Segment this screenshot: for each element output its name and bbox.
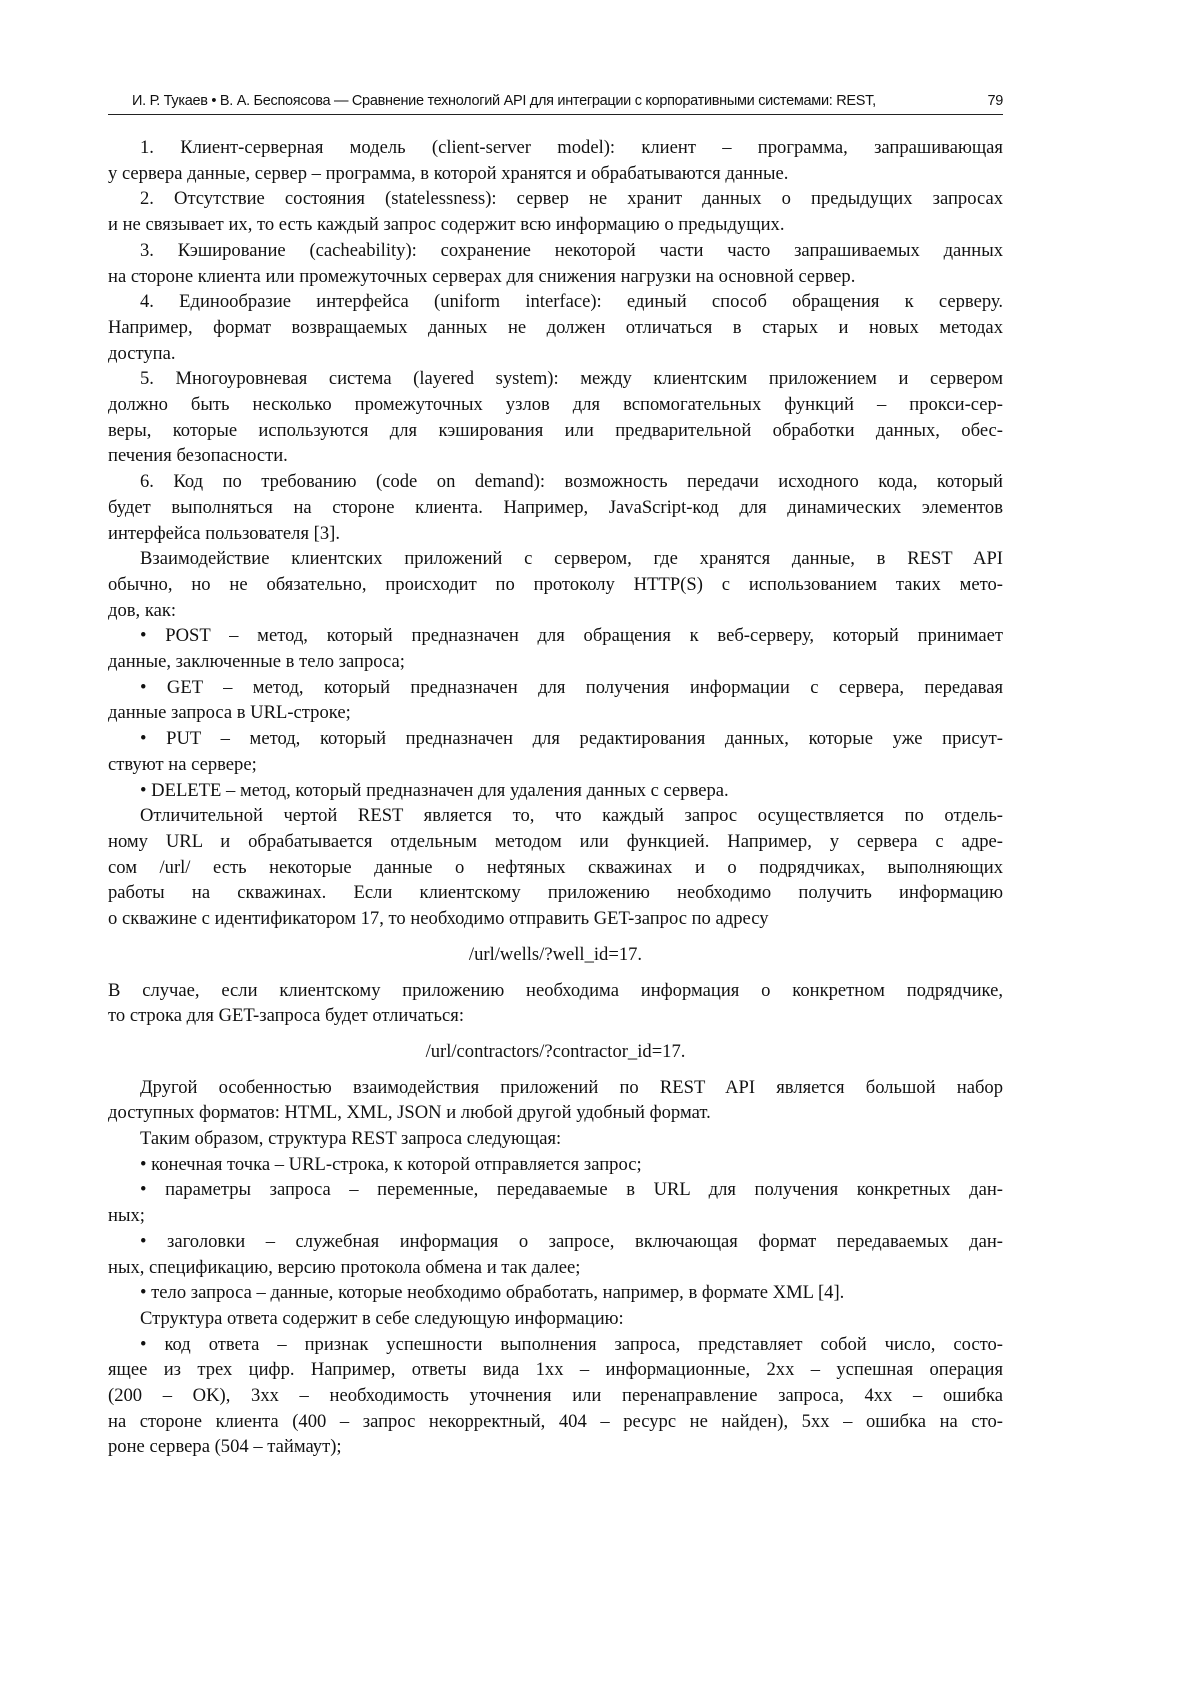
text-line: • DELETE – метод, который предназначен для удаления данных с сервера.	[108, 778, 1003, 804]
text-line: • код ответа – признак успешности выполнения запроса, представляет собой число, состо-	[108, 1332, 1003, 1358]
text-line: • PUT – метод, который предназначен для редактирования данных, которые уже присут-	[108, 726, 1003, 752]
text-line: 4. Единообразие интерфейса (uniform interface): единый способ обращения к серверу.	[108, 289, 1003, 315]
text-line: 5. Многоуровневая система (layered system): между клиентским приложением и сервером	[108, 366, 1003, 392]
paragraph	[108, 135, 1003, 186]
text-line: данные, заключенные в тело запроса;	[108, 649, 1003, 675]
text-line: доступных форматов: HTML, XML, JSON и любой другой удобный формат.	[108, 1100, 1003, 1126]
paragraph	[108, 1229, 1003, 1280]
paragraph	[108, 803, 1003, 932]
text-line: сом /url/ есть некоторые данные о нефтяных скважинах и о подрядчиках, выполняющих	[108, 855, 1003, 881]
paragraph	[108, 469, 1003, 546]
text-line: и не связывает их, то есть каждый запрос содержит всю информацию о предыдущих.	[108, 212, 1003, 238]
running-title: И. Р. Тукаев • В. А. Беспоясова — Сравнение технологий API для интеграции с корпоративными системами: REST,	[132, 93, 876, 109]
page-number: 79	[987, 93, 1003, 109]
text-line: Структура ответа содержит в себе следующую информацию:	[108, 1306, 1003, 1332]
paragraph	[108, 1177, 1003, 1228]
text-line: данные запроса в URL-строке;	[108, 700, 1003, 726]
text-line: интерфейса пользователя [3].	[108, 521, 1003, 547]
text-line: В случае, если клиентскому приложению необходима информация о конкретном подрядчике,	[108, 978, 1003, 1004]
text-line: должно быть несколько промежуточных узлов для вспомогательных функций – прокси-сер-	[108, 392, 1003, 418]
formula-line: /url/contractors/?contractor_id=17.	[108, 1039, 1003, 1065]
text-line: 3. Кэширование (cacheability): сохранение некоторой части часто запрашиваемых данных	[108, 238, 1003, 264]
paragraph	[108, 186, 1003, 237]
paragraph	[108, 238, 1003, 289]
paragraph	[108, 366, 1003, 469]
text-line: о скважине с идентификатором 17, то необходимо отправить GET-запрос по адресу	[108, 906, 1003, 932]
paragraph	[108, 1152, 1003, 1178]
text-line: ных, спецификацию, версию протокола обмена и так далее;	[108, 1255, 1003, 1281]
paragraph	[108, 675, 1003, 726]
text-line: Таким образом, структура REST запроса следующая:	[108, 1126, 1003, 1152]
text-line: Другой особенностью взаимодействия приложений по REST API является большой набор	[108, 1075, 1003, 1101]
paragraph	[108, 623, 1003, 674]
text-line: 2. Отсутствие состояния (statelessness): сервер не хранит данных о предыдущих запросах	[108, 186, 1003, 212]
text-line: ных;	[108, 1203, 1003, 1229]
text-line: 6. Код по требованию (code on demand): возможность передачи исходного кода, который	[108, 469, 1003, 495]
text-line: веры, которые используются для кэширования или предварительной обработки данных, обес-	[108, 418, 1003, 444]
paragraph	[108, 289, 1003, 366]
text-line: ящее из трех цифр. Например, ответы вида 1xx – информационные, 2xx – успешная операция	[108, 1357, 1003, 1383]
text-line: то строка для GET-запроса будет отличаться:	[108, 1003, 1003, 1029]
text-line: (200 – OK), 3xx – необходимость уточнения или перенаправление запроса, 4xx – ошибка	[108, 1383, 1003, 1409]
paragraph	[108, 1280, 1003, 1306]
text-line: работы на скважинах. Если клиентскому приложению необходимо получить информацию	[108, 880, 1003, 906]
text-line: • конечная точка – URL-строка, к которой отправляется запрос;	[108, 1152, 1003, 1178]
text-line: Взаимодействие клиентских приложений с сервером, где хранятся данные, в REST API	[108, 546, 1003, 572]
paragraph	[108, 1126, 1003, 1152]
text-line: печения безопасности.	[108, 443, 1003, 469]
text-line: дов, как:	[108, 598, 1003, 624]
paragraph	[108, 726, 1003, 777]
text-line: • GET – метод, который предназначен для получения информации с сервера, передавая	[108, 675, 1003, 701]
article-body	[108, 135, 1003, 1460]
paragraph	[108, 546, 1003, 623]
text-line: будет выполняться на стороне клиента. Например, JavaScript-код для динамических элементов	[108, 495, 1003, 521]
text-line: обычно, но не обязательно, происходит по протоколу HTTP(S) с использованием таких мето-	[108, 572, 1003, 598]
text-line: Отличительной чертой REST является то, что каждый запрос осуществляется по отдель-	[108, 803, 1003, 829]
text-line: ному URL и обрабатывается отдельным методом или функцией. Например, у сервера с адре-	[108, 829, 1003, 855]
text-line: роне сервера (504 – таймаут);	[108, 1434, 1003, 1460]
paragraph	[108, 978, 1003, 1029]
text-line: ствуют на сервере;	[108, 752, 1003, 778]
text-line: • POST – метод, который предназначен для обращения к веб-серверу, который принимает	[108, 623, 1003, 649]
paragraph	[108, 1332, 1003, 1461]
running-header	[108, 92, 1003, 115]
text-line: 1. Клиент-серверная модель (client-server model): клиент – программа, запрашивающая	[108, 135, 1003, 161]
paragraph	[108, 778, 1003, 804]
text-line: • тело запроса – данные, которые необходимо обработать, например, в формате XML [4].	[108, 1280, 1003, 1306]
text-line: доступа.	[108, 341, 1003, 367]
text-line: Например, формат возвращаемых данных не должен отличаться в старых и новых методах	[108, 315, 1003, 341]
text-line: • параметры запроса – переменные, передаваемые в URL для получения конкретных дан-	[108, 1177, 1003, 1203]
text-line: на стороне клиента или промежуточных серверах для снижения нагрузки на основной сервер.	[108, 264, 1003, 290]
text-line: на стороне клиента (400 – запрос некорректный, 404 – ресурс не найден), 5xx – ошибка на сто-	[108, 1409, 1003, 1435]
text-line: у сервера данные, сервер – программа, в которой хранятся и обрабатываются данные.	[108, 161, 1003, 187]
paragraph	[108, 1075, 1003, 1126]
formula-line: /url/wells/?well_id=17.	[108, 942, 1003, 968]
paragraph	[108, 1306, 1003, 1332]
text-line: • заголовки – служебная информация о запросе, включающая формат передаваемых дан-	[108, 1229, 1003, 1255]
